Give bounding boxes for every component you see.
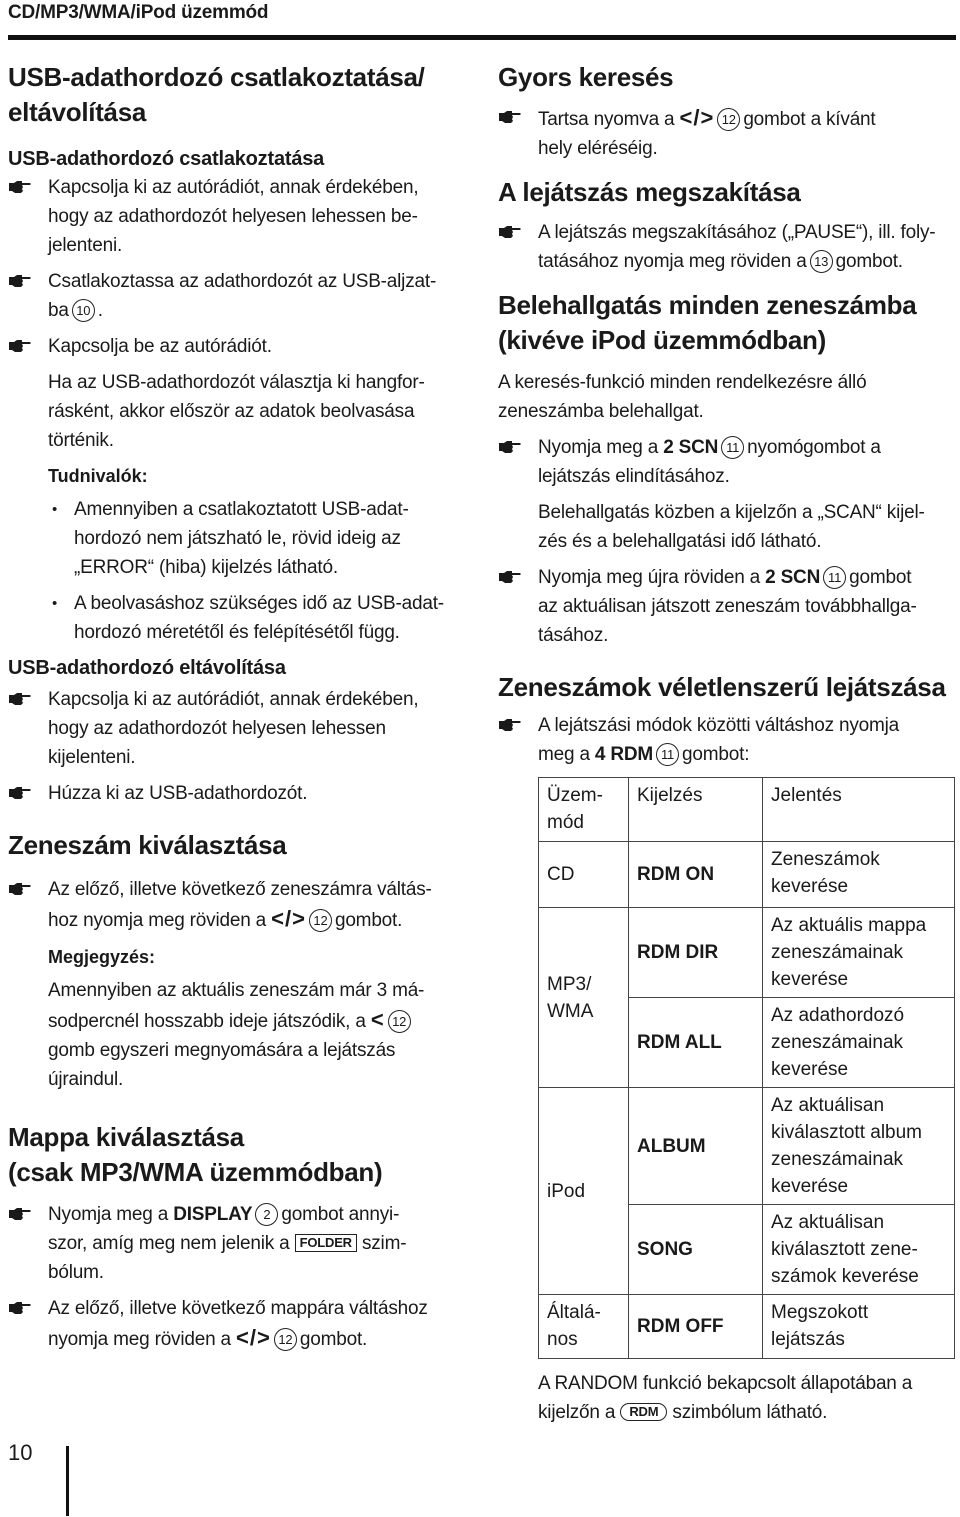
scan-key-label: 2 SCN — [765, 567, 821, 588]
f2-line-2b: gombot. — [299, 1329, 368, 1350]
pointing-hand-icon — [498, 440, 522, 455]
header-meaning: Jelentés — [763, 778, 955, 842]
f1-line-1b: gombot annyi- — [281, 1204, 400, 1225]
meaning-cell — [763, 1088, 955, 1205]
subtitle-usb-remove: USB-adathordozó eltávolítása — [8, 657, 286, 679]
sc2-line-3: tásához. — [538, 625, 609, 646]
scan-intro-line-1: A keresés-funkció minden rendelkezésre álló — [498, 372, 867, 393]
scan-intro-line-2: zeneszámba belehallgat. — [498, 401, 704, 422]
mode-cell: iPod — [539, 1088, 629, 1295]
prev-next-symbol: </> — [679, 105, 715, 130]
ref-number-badge: 10 — [72, 299, 95, 322]
rm-line-3: gomb egyszeri megnyomására a lejátszás — [48, 1040, 396, 1061]
display-cell: RDM ON — [629, 842, 763, 908]
m2-line-2: zeneszámainak — [771, 942, 904, 963]
note-item — [8, 495, 468, 582]
random-key-label: 4 RDM — [594, 744, 654, 765]
display-cell: RDM OFF — [629, 1295, 763, 1359]
section-title-random: Zeneszámok véletlenszerű lejátszása — [498, 672, 946, 702]
scan-intro — [498, 368, 956, 426]
rd-line-2b: gombot: — [682, 744, 750, 765]
random-mode-table — [538, 777, 955, 1359]
list-item — [8, 332, 468, 361]
c1-line-3: jelenteni. — [48, 235, 123, 256]
table-row — [539, 1088, 955, 1205]
usb-title-line-2: eltávolítása — [8, 97, 147, 127]
table-row — [539, 908, 955, 998]
rnd-note-line-2b: szimbólum látható. — [672, 1402, 828, 1423]
mode-mp3-line-2: WMA — [547, 1000, 594, 1022]
rd-line-1: A lejátszási módok közötti váltáshoz nyomja — [538, 715, 900, 736]
c2-line-1: Csatlakoztassa az adathordozót az USB-aljzat- — [48, 271, 437, 292]
pointing-hand-icon — [8, 882, 32, 897]
ref-number-badge: 12 — [309, 909, 332, 932]
list-item — [8, 875, 468, 935]
pointing-hand-icon — [8, 1207, 32, 1222]
folder-title-line-1: Mappa kiválasztása — [8, 1122, 244, 1152]
display-cell: RDM DIR — [629, 908, 763, 998]
m3-line-1: Az adathordozó — [771, 1005, 905, 1026]
left-column — [8, 58, 468, 1354]
notes-heading — [8, 462, 468, 490]
n2-line-1: A beolvasáshoz szükséges idő az USB-adat- — [74, 593, 444, 614]
sc-note-line-2: zés és a belehallgatási idő látható. — [538, 531, 822, 552]
t1-line-2a: hoz nyomja meg röviden a — [48, 910, 267, 931]
table-row — [539, 1295, 955, 1359]
scan-title-line-2: (kivéve iPod üzemmódban) — [498, 325, 826, 355]
rm-line-2a: sodpercnél hosszabb ideje játszódik, a — [48, 1011, 366, 1032]
m4-line-3: zeneszámainak — [771, 1149, 904, 1170]
sc1-line-2: lejátszás elindításához. — [538, 466, 730, 487]
scan-note — [498, 498, 956, 556]
header-rule — [8, 35, 956, 40]
header-mode — [539, 778, 629, 842]
c1-line-2: hogy az adathordozót helyesen lehessen be- — [48, 206, 418, 227]
ps-line-2b: gombot. — [835, 251, 903, 272]
sc-note-line-1: Belehallgatás közben a kijelzőn a „SCAN“ kijel- — [538, 502, 925, 523]
section-title-folder — [8, 1120, 468, 1190]
list-item — [8, 685, 468, 772]
header-mode-line-2: mód — [547, 812, 584, 833]
mode-cell — [539, 908, 629, 1088]
list-item — [498, 433, 956, 491]
meaning-cell — [763, 1205, 955, 1295]
c1-line-1: Kapcsolja ki az autórádiót, annak érdekében, — [48, 177, 419, 198]
fs-line-2: hely eléréséig. — [538, 138, 658, 159]
list-item — [8, 1200, 468, 1287]
f1-line-2b: szim- — [361, 1233, 407, 1254]
meaning-cell — [763, 998, 955, 1088]
display-key-label: DISPLAY — [173, 1204, 253, 1225]
m4-line-1: Az aktuálisan — [771, 1095, 885, 1116]
page-header-title: CD/MP3/WMA/iPod üzemmód — [8, 2, 269, 23]
pointing-hand-icon — [498, 570, 522, 585]
meaning-cell — [763, 1295, 955, 1359]
m5-line-1: Az aktuálisan — [771, 1212, 885, 1233]
list-item — [498, 218, 956, 276]
list-item — [498, 103, 956, 163]
scan-title-line-1: Belehallgatás minden zeneszámba — [498, 290, 917, 320]
ps-line-2a: tatásához nyomja meg röviden a — [538, 251, 807, 272]
sc2-line-1a: Nyomja meg újra röviden a — [538, 567, 761, 588]
fs-line-1a: Tartsa nyomva a — [538, 109, 675, 130]
m1-line-2: keverése — [771, 876, 849, 897]
m6-line-2: lejátszás — [771, 1329, 845, 1350]
section-title-pause: A lejátszás megszakítása — [498, 177, 801, 207]
section-title-scan — [498, 288, 956, 358]
header-mode-line-1: Üzem- — [547, 785, 603, 806]
m4-line-4: keverése — [771, 1176, 849, 1197]
list-item — [8, 267, 468, 325]
r1-line-1: Kapcsolja ki az autórádiót, annak érdekében, — [48, 689, 419, 710]
f2-line-2a: nyomja meg röviden a — [48, 1329, 231, 1350]
sc1-line-1a: Nyomja meg a — [538, 437, 659, 458]
c3-text: Kapcsolja be az autórádiót. — [48, 336, 272, 357]
pointing-hand-icon — [498, 110, 522, 125]
mode-general-line-2: nos — [547, 1329, 578, 1350]
table-header-row — [539, 778, 955, 842]
display-cell: RDM ALL — [629, 998, 763, 1088]
ref-number-badge: 11 — [656, 743, 679, 766]
remark-heading — [8, 943, 468, 971]
rnd-note-line-1: A RANDOM funkció bekapcsolt állapotában a — [538, 1373, 913, 1394]
sc1-line-1b: nyomógombot a — [747, 437, 881, 458]
c4-line-3: történik. — [48, 430, 114, 451]
random-note — [498, 1369, 956, 1427]
fs-line-1b: gombot a kívánt — [743, 109, 876, 130]
ref-number-badge: 2 — [255, 1203, 278, 1226]
f1-line-2a: szor, amíg meg nem jelenik a — [48, 1233, 290, 1254]
f1-line-3: bólum. — [48, 1262, 104, 1283]
pointing-hand-icon — [8, 1301, 32, 1316]
pointing-hand-icon — [8, 180, 32, 195]
sc2-line-2: az aktuálisan játszott zeneszám továbbhallga- — [538, 596, 917, 617]
rm-line-1: Amennyiben az aktuális zeneszám már 3 má- — [48, 980, 425, 1001]
page-number: 10 — [8, 1440, 33, 1465]
section-title-usb — [8, 60, 468, 130]
prev-symbol: < — [370, 1007, 385, 1032]
rdm-symbol: RDM — [620, 1403, 667, 1421]
m6-line-1: Megszokott — [771, 1302, 869, 1323]
ref-number-badge: 11 — [823, 566, 846, 589]
c4-line-2: rásként, akkor először az adatok beolvasása — [48, 401, 415, 422]
rnd-note-line-2a: kijelzőn a — [538, 1402, 616, 1423]
mode-general-line-1: Általá- — [547, 1302, 601, 1323]
f1-line-1a: Nyomja meg a — [48, 1204, 169, 1225]
ref-number-badge: 12 — [388, 1010, 411, 1033]
pointing-hand-icon — [8, 692, 32, 707]
page-margin-bar — [66, 1446, 69, 1516]
ps-line-1: A lejátszás megszakításához („PAUSE“), ill. foly- — [538, 222, 936, 243]
prev-next-symbol: </> — [271, 906, 306, 931]
f2-line-1: Az előző, illetve következő mappára váltáshoz — [48, 1298, 428, 1319]
rd-line-2a: meg a — [538, 744, 590, 765]
mode-mp3-line-1: MP3/ — [547, 973, 592, 995]
right-column — [498, 58, 956, 1427]
c2-line-2b: . — [97, 300, 103, 321]
sc2-line-1b: gombot — [849, 567, 912, 588]
prev-next-symbol: </> — [236, 1325, 271, 1350]
t1-line-2b: gombot. — [334, 910, 403, 931]
m3-line-3: keverése — [771, 1059, 849, 1080]
list-item — [8, 173, 468, 260]
display-cell: ALBUM — [629, 1088, 763, 1205]
m5-line-3: számok keverése — [771, 1266, 919, 1287]
n1-line-2: hordozó nem játszható le, rövid ideig az — [74, 528, 401, 549]
pointing-hand-icon — [498, 225, 522, 240]
pointing-hand-icon — [8, 339, 32, 354]
r1-line-3: kijelenteni. — [48, 747, 136, 768]
m1-line-1: Zeneszámok — [771, 849, 880, 870]
r2-text: Húzza ki az USB-adathordozót. — [48, 783, 308, 804]
c2-line-2a: ba — [48, 300, 69, 321]
t1-line-1: Az előző, illetve következő zeneszámra váltás- — [48, 879, 432, 900]
pointing-hand-icon — [498, 718, 522, 733]
subtitle-usb-connect: USB-adathordozó csatlakoztatása — [8, 148, 325, 170]
table-row — [539, 842, 955, 908]
list-item — [498, 711, 956, 769]
m2-line-1: Az aktuális mappa — [771, 915, 927, 936]
mode-cell — [539, 1295, 629, 1359]
section-title-fast-search: Gyors keresés — [498, 62, 674, 92]
folder-title-line-2: (csak MP3/WMA üzemmódban) — [8, 1157, 383, 1187]
n2-line-2: hordozó méretétől és felépítésétől függ. — [74, 622, 400, 643]
header-display: Kijelzés — [629, 778, 763, 842]
display-cell: SONG — [629, 1205, 763, 1295]
scan-key-label: 2 SCN — [663, 437, 719, 458]
mode-cell: CD — [539, 842, 629, 908]
meaning-cell — [763, 908, 955, 998]
c4-line-1: Ha az USB-adathordozót választja ki hangfor- — [48, 372, 425, 393]
m3-line-2: zeneszámainak — [771, 1032, 904, 1053]
n1-line-1: Amennyiben a csatlakoztatott USB-adat- — [74, 499, 409, 520]
ref-number-badge: 11 — [721, 436, 744, 459]
m2-line-3: keverése — [771, 969, 849, 990]
r1-line-2: hogy az adathordozót helyesen lehessen — [48, 718, 386, 739]
pointing-hand-icon — [8, 274, 32, 289]
paragraph — [8, 368, 468, 455]
remark-title: Megjegyzés: — [48, 947, 156, 967]
ref-number-badge: 12 — [717, 108, 740, 131]
m4-line-2: kiválasztott album — [771, 1122, 923, 1143]
remark-paragraph — [8, 976, 468, 1094]
section-title-track: Zeneszám kiválasztása — [8, 830, 287, 860]
note-item — [8, 589, 468, 647]
list-item — [498, 563, 956, 650]
list-item — [8, 779, 468, 808]
list-item — [8, 1294, 468, 1354]
pointing-hand-icon — [8, 786, 32, 801]
m5-line-2: kiválasztott zene- — [771, 1239, 918, 1260]
ref-number-badge: 13 — [810, 250, 833, 273]
n1-line-3: „ERROR“ (hiba) kijelzés látható. — [74, 557, 338, 578]
meaning-cell — [763, 842, 955, 908]
usb-title-line-1: USB-adathordozó csatlakoztatása/ — [8, 62, 425, 92]
ref-number-badge: 12 — [274, 1328, 297, 1351]
folder-symbol: FOLDER — [295, 1234, 357, 1252]
notes-title: Tudnivalók: — [48, 466, 148, 486]
rm-line-4: újraindul. — [48, 1069, 124, 1090]
